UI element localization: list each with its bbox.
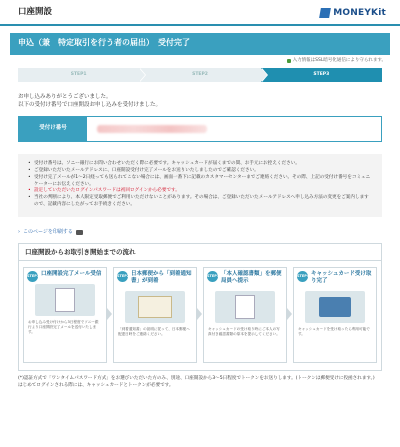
logo[interactable] (320, 7, 386, 19)
ssl-text: 入力情報はSSL暗号化通信により守られます。 (292, 58, 386, 63)
flow-card-title: キャッシュカード受け取り完了 (311, 270, 372, 284)
flow-card-title: 日本郵便から「到着通知書」が到着 (131, 270, 192, 284)
flow-section (18, 243, 382, 371)
step-3: STEP3 (261, 68, 382, 82)
arrow-right-icon (287, 308, 292, 320)
intro-line-1: お申し込みありがとうございました。 (18, 94, 112, 101)
intro-line-2: 以下の受付け番号で口座開設お申し込みを受付けました。 (18, 102, 162, 109)
header (0, 0, 400, 26)
flow-card-1 (23, 267, 107, 363)
print-link[interactable] (18, 229, 382, 236)
receipt-label: 受付け番号 (19, 117, 87, 141)
ssl-notice (0, 58, 400, 64)
flow-card-desc: 「到着通知書」の説明に従って、日本郵便へ配達日時をご連絡ください。 (118, 326, 190, 336)
cash-card-illustration-icon (305, 291, 365, 323)
flow-card-desc: キャッシュカードを受け取ったら利用可能です。 (298, 326, 370, 336)
printer-icon (76, 230, 83, 235)
completion-banner: 申込（兼 特定取引を行う者の届出） 受付完了 (10, 33, 390, 55)
flow-card-desc: お申し込み受け付けから3日程度でソニー銀行より口座開設完了メールを送付いたします。 (28, 319, 99, 334)
step-2: STEP2 (139, 68, 260, 82)
receipt-value (87, 117, 381, 141)
envelope-illustration-icon (125, 291, 185, 323)
logo-mark-icon (319, 8, 331, 18)
step-badge: STEP4 (297, 271, 308, 282)
id-document-illustration-icon (215, 291, 275, 323)
flow-card-desc: キャッシュカードの受け取り時にご本人の写真付き確認書類の原本を提示してください。 (208, 326, 280, 336)
note-item-warning: • 設定していただいたログインパスワードは初回ログインから必要です。 (28, 188, 372, 195)
note-item: • 受付け番号は、ソニー銀行にお問い合わせいただく際に必要です。キャッシュカードが届くまでの間、お手元にお控えください。 (28, 161, 372, 168)
note-item: • 受付け完了メールが1〜2日経っても送られてこない場合には、画面一番下に記載のカスタマーセンターまでご連絡ください。その際、上記の受付け番号をコミュニケーターにお伝えください。 (28, 175, 372, 189)
lock-icon (287, 59, 291, 63)
flow-cards (19, 261, 381, 369)
print-link-label[interactable]: このページを印刷する (23, 229, 73, 236)
logo-text: MONEYKit (333, 8, 386, 18)
note-item: • ご登録いただいたメールアドレスに、口座開設受付け完了メールをお送りいたしましたのでご確認ください。 (28, 168, 372, 175)
arrow-right-icon (197, 308, 202, 320)
step-progress (18, 68, 382, 82)
footnote-line-2: はじめてログインされる際には、キャッシュカードとトークンが必要です。 (18, 382, 174, 388)
flow-card-4 (293, 267, 377, 363)
step-badge: STEP3 (207, 271, 218, 282)
intro-text (18, 94, 382, 110)
arrow-right-icon (107, 308, 112, 320)
chevron-right-icon: › (18, 229, 20, 236)
page-title: 口座開設 (18, 7, 53, 17)
step-badge: STEP2 (117, 271, 128, 282)
step-badge: STEP1 (27, 271, 38, 282)
receipt-number-box (18, 116, 382, 142)
flow-card-title: 口座開設完了メール受信 (41, 270, 102, 277)
flow-card-3 (203, 267, 287, 363)
email-illustration-icon (35, 284, 95, 316)
flow-title: 口座開設からお取引き開始までの流れ (19, 244, 381, 261)
note-item: • 当社の判断により、本人限定受取郵便でご利用いただけないことがあります。その場合は、ご登録いただいたメールアドレスへ申し込み方法の変更をご案内しますので、記載内容にしたがってお手続きください。 (28, 195, 372, 209)
notes-list (18, 154, 382, 217)
flow-card-title: 「本人確認書類」を郵便局員へ提示 (221, 270, 282, 284)
footnote (18, 376, 382, 390)
flow-card-2 (113, 267, 197, 363)
step-1: STEP1 (18, 68, 139, 82)
footnote-line-1: (*)認証方式で「ワンタイムパスワード方式」をお選びいただいた方のみ、別途、口座開設から3〜5日程度でトークンをお送りします。(トークンは郵便受けに投函されます。) (18, 375, 375, 381)
receipt-number-redacted (97, 125, 207, 133)
